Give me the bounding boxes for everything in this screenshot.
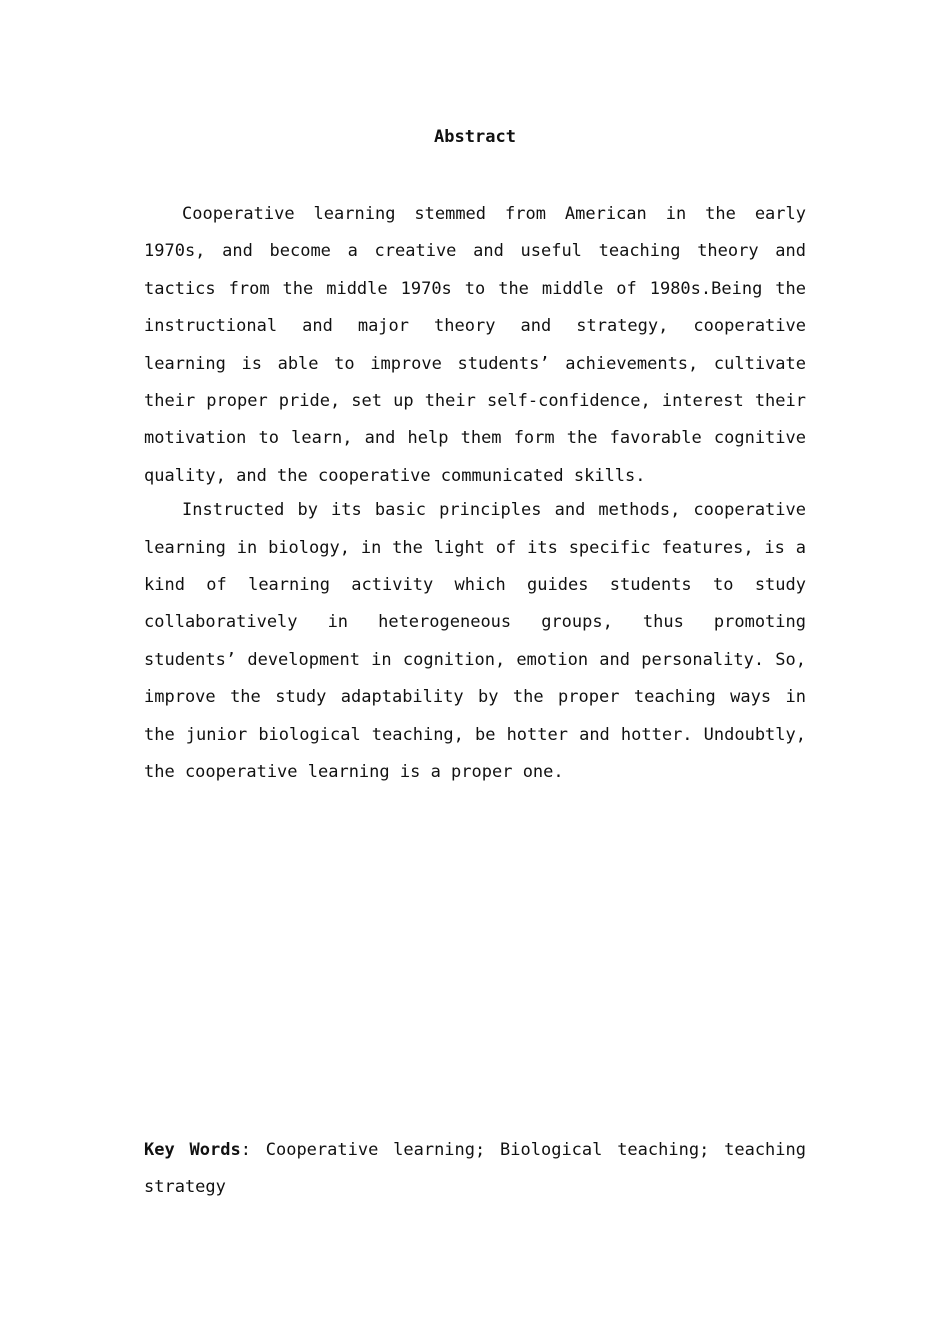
keywords-line [144, 1132, 806, 1207]
abstract-title: Abstract [434, 127, 516, 147]
keywords-text: Cooperative learning; Biological teaching; teaching strategy [144, 1140, 806, 1198]
abstract-paragraph-2: Instructed by its basic principles and methods, cooperative learning in biology, in the light of its specific features, is a kind of learning activity which guides students to study collaboratively in heterogeneous groups, thus promoting students’ development in cognition, emotion and personality. So, improve the study adaptability by the proper teaching ways in the junior biological teaching, be hotter and hotter. Undoubtly, the cooperative learning is a proper one. [144, 500, 806, 783]
abstract-paragraph-1: Cooperative learning stemmed from American in the early 1970s, and become a creative and useful teaching theory and tactics from the middle 1970s to the middle of 1980s.Being the instructional and major theory and strategy, cooperative learning is able to improve students’ achievements, cultivate their proper pride, set up their self-confidence, interest their motivation to learn, and help them form the favorable cognitive quality, and the cooperative communicated skills. [144, 204, 806, 486]
abstract-body [144, 196, 806, 792]
keywords-separator: : [240, 1140, 251, 1160]
keywords-label: Key Words [144, 1140, 241, 1160]
